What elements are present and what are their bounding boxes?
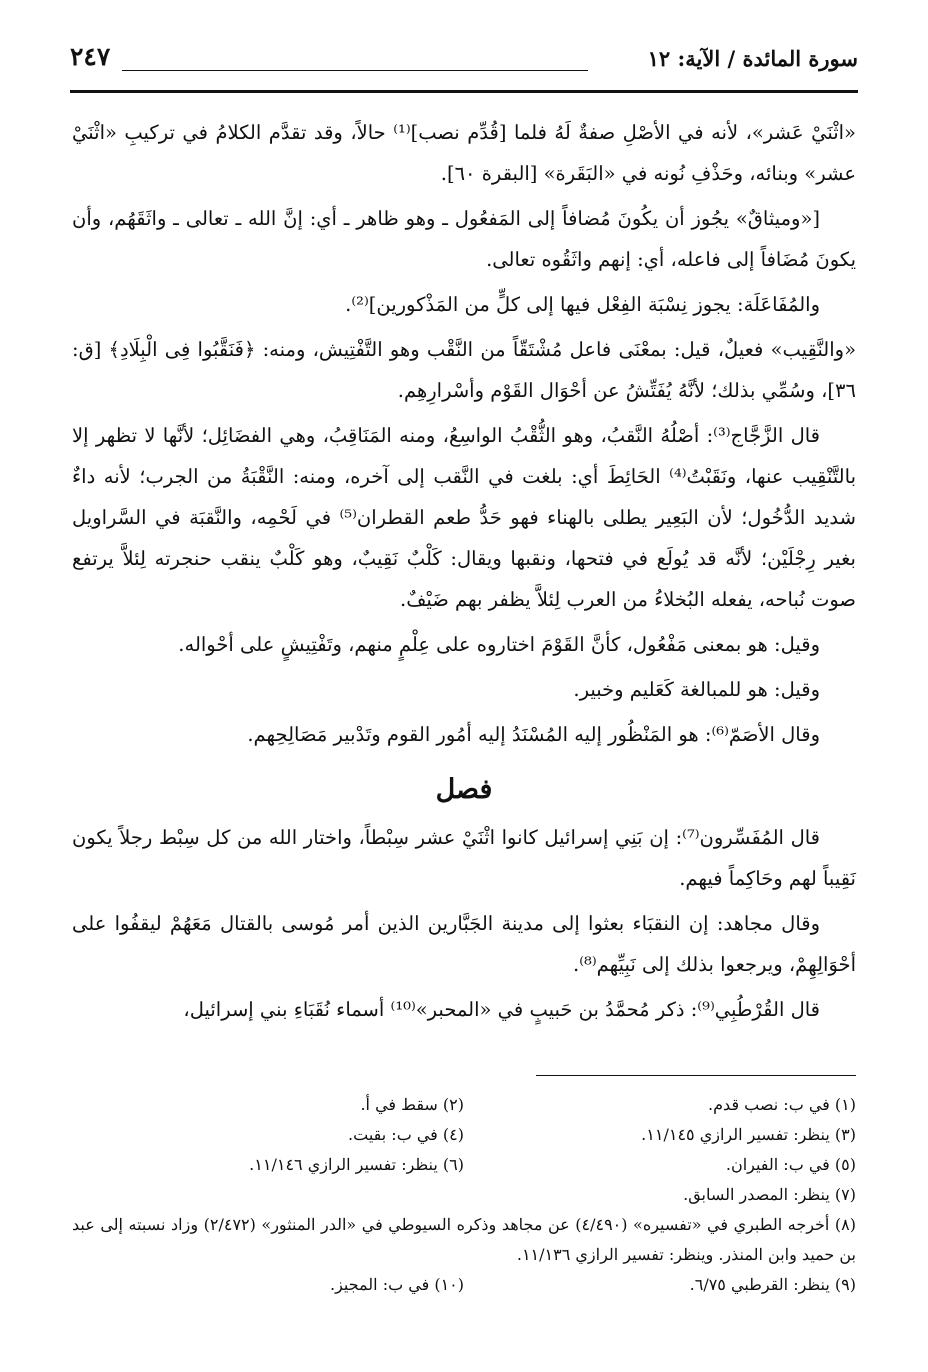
footnote: (٣) ينظر: تفسير الرازي ١١/١٤٥. — [641, 1125, 856, 1144]
paragraph: قال القُرْطُبِي⁽⁹⁾: ذكر مُحمَّدُ بن حَبيبٍ في «المحبر»⁽¹⁰⁾ أسماء نُقَبَاءِ بني إسرائيل، — [183, 998, 820, 1021]
paragraph: وقيل: هو بمعنى مَفْعُول، كأنَّ القَوْمَ اختاروه على عِلْمٍ منهم، وتَفْتِيشٍ على أحْواله. — [178, 633, 820, 656]
paragraph: وقال الأصَمّ⁽⁶⁾: هو المَنْظُور إليه المُسْنَدُ إليه أمُور القوم وتَدْبير مَصَالِحِهم. — [247, 723, 820, 746]
footnote-row — [72, 1120, 856, 1150]
footnote: (٢) سقط في أ. — [360, 1095, 464, 1114]
section-heading: فصل — [435, 774, 493, 805]
footnote-row — [72, 1090, 856, 1120]
paragraph: قال الزَّجَّاج⁽³⁾: أصْلُهُ النَّقبُ، وهو الثُّقْبُ الواسِعُ، ومنه المَنَاقِبُ، وهي الفضَائِل؛ لأنَّها لا تظهر إلا بالتَّنْقِيب عنها، ونَقَبْتُ⁽⁴⁾ الحَائِطَ أي: بلغت في النَّقب إلى آخره، ومنه: النَّقْبَةُ من الجرب؛ لأنه داءٌ شديد الدُّخُول؛ لأن البَعِير يطلى بالهناء فهو حَدُّ طعم القطران⁽⁵⁾ في لَحْمِه، والنَّقبَة في السَّراويل بغير رِجْلَيْن؛ لأنَّه قد يُولَع في فتحها، ونقبها ويقال: كَلْبٌ نَقِيبٌ، وهو كَلْبٌ ينقب حنجرته لِئلاَّ يرتفع صوت نُباحه، يفعله البُخلاءُ من العرب لِئلاَّ يظفر بهم ضَيْفٌ. — [72, 424, 857, 611]
header-rule — [122, 70, 588, 71]
main-text — [72, 112, 856, 1034]
page-header — [70, 40, 858, 93]
paragraph: وقال مجاهد: إن النقبَاء بعثوا إلى مدينة الجَبَّارين الذين أمر مُوسى بالقتال مَعَهُمْ ليقفُوا على أحْوَالِهِمْ، ويرجعوا بذلك إلى نَبِيِّهم⁽⁸⁾. — [72, 912, 856, 976]
footnote-row — [72, 1150, 856, 1180]
paragraph: وقيل: هو للمبالغة كَعَليم وخبير. — [573, 678, 820, 701]
footnote: (١٠) في ب: المجيز. — [329, 1275, 464, 1294]
footnote: (٧) ينظر: المصدر السابق. — [683, 1185, 856, 1204]
page-number: ٢٤٧ — [70, 42, 111, 71]
running-title: سورة المائدة / الآية: ١٢ — [647, 46, 858, 71]
footnote: (٥) في ب: الفيران. — [725, 1155, 856, 1174]
footnote: (٤) في ب: بقيت. — [348, 1125, 464, 1144]
paragraph: «والنَّقِيب» فعيلٌ، قيل: بمعْنَى فاعل مُشْتَقّاً من النَّقْب وهو التَّفْتِيش، ومنه: ﴿فَنَقَّبُوا فِى الْبِلَادِ﴾ [ق: ٣٦]، وسُمِّي بذلك؛ لأنَّهُ يُفَتِّشُ عن أحْوَال القَوْم وأسْرارِهِم. — [72, 338, 856, 402]
paragraph: [«وميثاقٌ» يجُوز أن يكُونَ مُضافاً إلى المَفعُول ـ وهو ظاهر ـ أي: إنَّ الله ـ تعالى ـ واثَقَهُم، وأن يكونَ مُضَافاً إلى فاعله، أي: إنهم واثَقُوه تعالى. — [72, 207, 856, 271]
paragraph: والمُفَاعَلَة: يجوز نِسْبَة الفِعْل فيها إلى كلٍّ من المَذْكورين]⁽²⁾. — [345, 293, 820, 316]
footnote-row — [72, 1270, 856, 1300]
paragraph: «اثْنَيْ عَشر»، لأنه في الأصْلِ صفةٌ لَهُ فلما [قُدِّم نصب]⁽¹⁾ حالاً، وقد تقدَّم الكلامُ في تركيبِ «اثْنَيْ عشر» وبنائه، وحَذْفِ نُونه في «البَقَرة» [البقرة ٦٠]. — [72, 121, 856, 185]
footnote-separator — [536, 1075, 856, 1076]
footnote: (١) في ب: نصب قدم. — [708, 1095, 856, 1114]
paragraph: قال المُفَسِّرون⁽⁷⁾: إن بَنِي إسرائيل كانوا اثْنَيْ عشر سِبْطاً، واختار الله من كل سِبْط رجلاً يكون نَقِيباً لهم وحَاكِماً فيهم. — [72, 826, 856, 890]
footnote: (٩) ينظر: القرطبي ٦/٧٥. — [689, 1275, 856, 1294]
footnote: (٦) ينظر: تفسير الرازي ١١/١٤٦. — [249, 1155, 464, 1174]
footnote: (٨) أخرجه الطبري في «تفسيره» (٤/٤٩٠) عن مجاهد وذكره السيوطي في «الدر المنثور» (٢/٤٧٢) وزاد نسبته إلى عبد بن حميد وابن المنذر. وينظر: تفسير الرازي ١١/١٣٦. — [72, 1215, 857, 1264]
footnotes — [72, 1090, 856, 1300]
